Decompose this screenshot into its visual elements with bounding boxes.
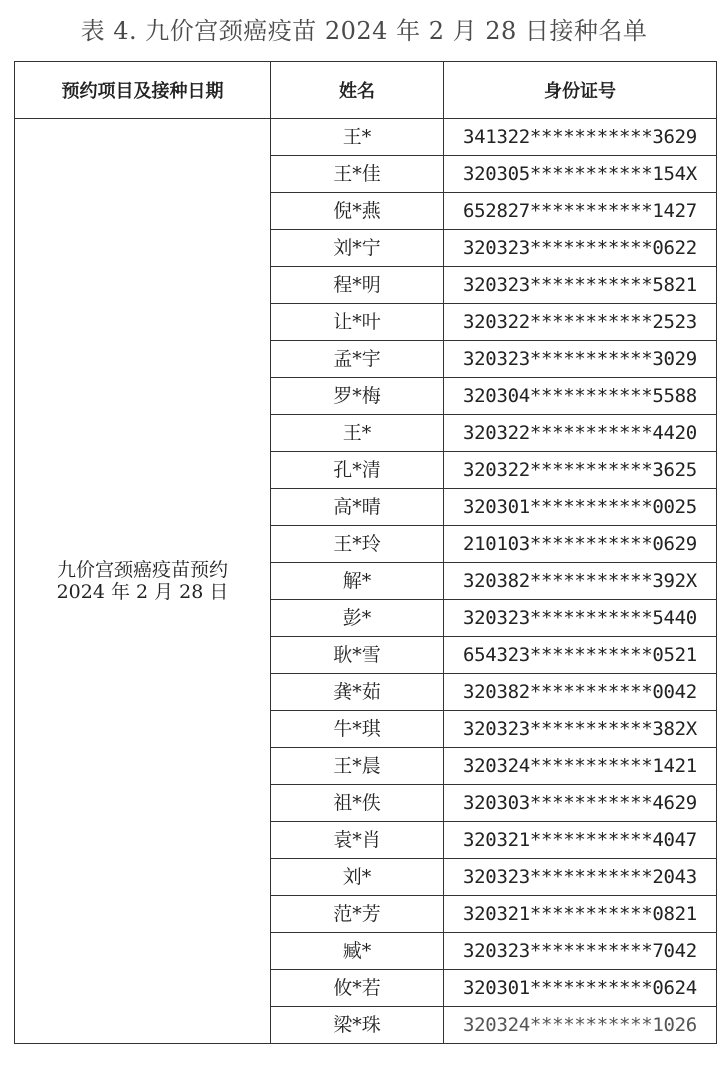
id-number-cell: 320382***********0042 <box>444 674 717 711</box>
table-body <box>15 119 717 1044</box>
id-number-cell: 320301***********0624 <box>444 970 717 1007</box>
name-cell: 高*晴 <box>271 489 444 526</box>
name-cell: 让*叶 <box>271 304 444 341</box>
name-cell: 刘*宁 <box>271 230 444 267</box>
id-number-cell: 654323***********0521 <box>444 637 717 674</box>
group-project-label: 九价宫颈癌疫苗预约 <box>56 559 228 581</box>
id-number-cell: 320323***********5440 <box>444 600 717 637</box>
name-cell: 彭* <box>271 600 444 637</box>
id-number-cell: 320305***********154X <box>444 156 717 193</box>
id-number-cell: 320323***********5821 <box>444 267 717 304</box>
name-cell: 耿*雪 <box>271 637 444 674</box>
group-cell-project-date <box>15 119 271 1044</box>
id-number-cell: 320322***********4420 <box>444 415 717 452</box>
vaccination-roster-table <box>14 61 717 1044</box>
name-cell: 罗*梅 <box>271 378 444 415</box>
id-number-cell: 320321***********4047 <box>444 822 717 859</box>
name-cell: 梁*珠 <box>271 1007 444 1044</box>
table-header-row <box>15 62 717 119</box>
document-title: 表 4. 九价宫颈癌疫苗 2024 年 2 月 28 日接种名单 <box>80 17 648 45</box>
header-name: 姓名 <box>271 62 444 119</box>
name-cell: 臧* <box>271 933 444 970</box>
name-cell: 倪*燕 <box>271 193 444 230</box>
name-cell: 孟*宇 <box>271 341 444 378</box>
name-cell: 牛*琪 <box>271 711 444 748</box>
id-number-cell: 210103***********0629 <box>444 526 717 563</box>
id-number-cell: 320322***********2523 <box>444 304 717 341</box>
name-cell: 王* <box>271 119 444 156</box>
id-number-cell: 320323***********7042 <box>444 933 717 970</box>
name-cell: 王*玲 <box>271 526 444 563</box>
name-cell: 解* <box>271 563 444 600</box>
name-cell: 祖*佚 <box>271 785 444 822</box>
id-number-cell: 320323***********3029 <box>444 341 717 378</box>
id-number-cell: 320321***********0821 <box>444 896 717 933</box>
id-number-cell: 320323***********382X <box>444 711 717 748</box>
name-cell: 刘* <box>271 859 444 896</box>
id-number-cell: 320301***********0025 <box>444 489 717 526</box>
group-date-label: 2024 年 2 月 28 日 <box>56 581 229 603</box>
name-cell: 孔*清 <box>271 452 444 489</box>
id-number-cell: 320303***********4629 <box>444 785 717 822</box>
name-cell: 袁*肖 <box>271 822 444 859</box>
name-cell: 龚*茹 <box>271 674 444 711</box>
id-number-cell: 320382***********392X <box>444 563 717 600</box>
id-number-cell: 652827***********1427 <box>444 193 717 230</box>
name-cell: 程*明 <box>271 267 444 304</box>
name-cell: 范*芳 <box>271 896 444 933</box>
name-cell: 攸*若 <box>271 970 444 1007</box>
id-number-cell: 320323***********2043 <box>444 859 717 896</box>
header-project-date: 预约项目及接种日期 <box>15 62 271 119</box>
id-number-cell: 320324***********1421 <box>444 748 717 785</box>
name-cell: 王*晨 <box>271 748 444 785</box>
name-cell: 王* <box>271 415 444 452</box>
table-row <box>15 119 717 156</box>
id-number-cell: 320324***********1026 <box>444 1007 717 1044</box>
id-number-cell: 320323***********0622 <box>444 230 717 267</box>
name-cell: 王*佳 <box>271 156 444 193</box>
id-number-cell: 341322***********3629 <box>444 119 717 156</box>
id-number-cell: 320322***********3625 <box>444 452 717 489</box>
header-id-number: 身份证号 <box>444 62 717 119</box>
id-number-cell: 320304***********5588 <box>444 378 717 415</box>
